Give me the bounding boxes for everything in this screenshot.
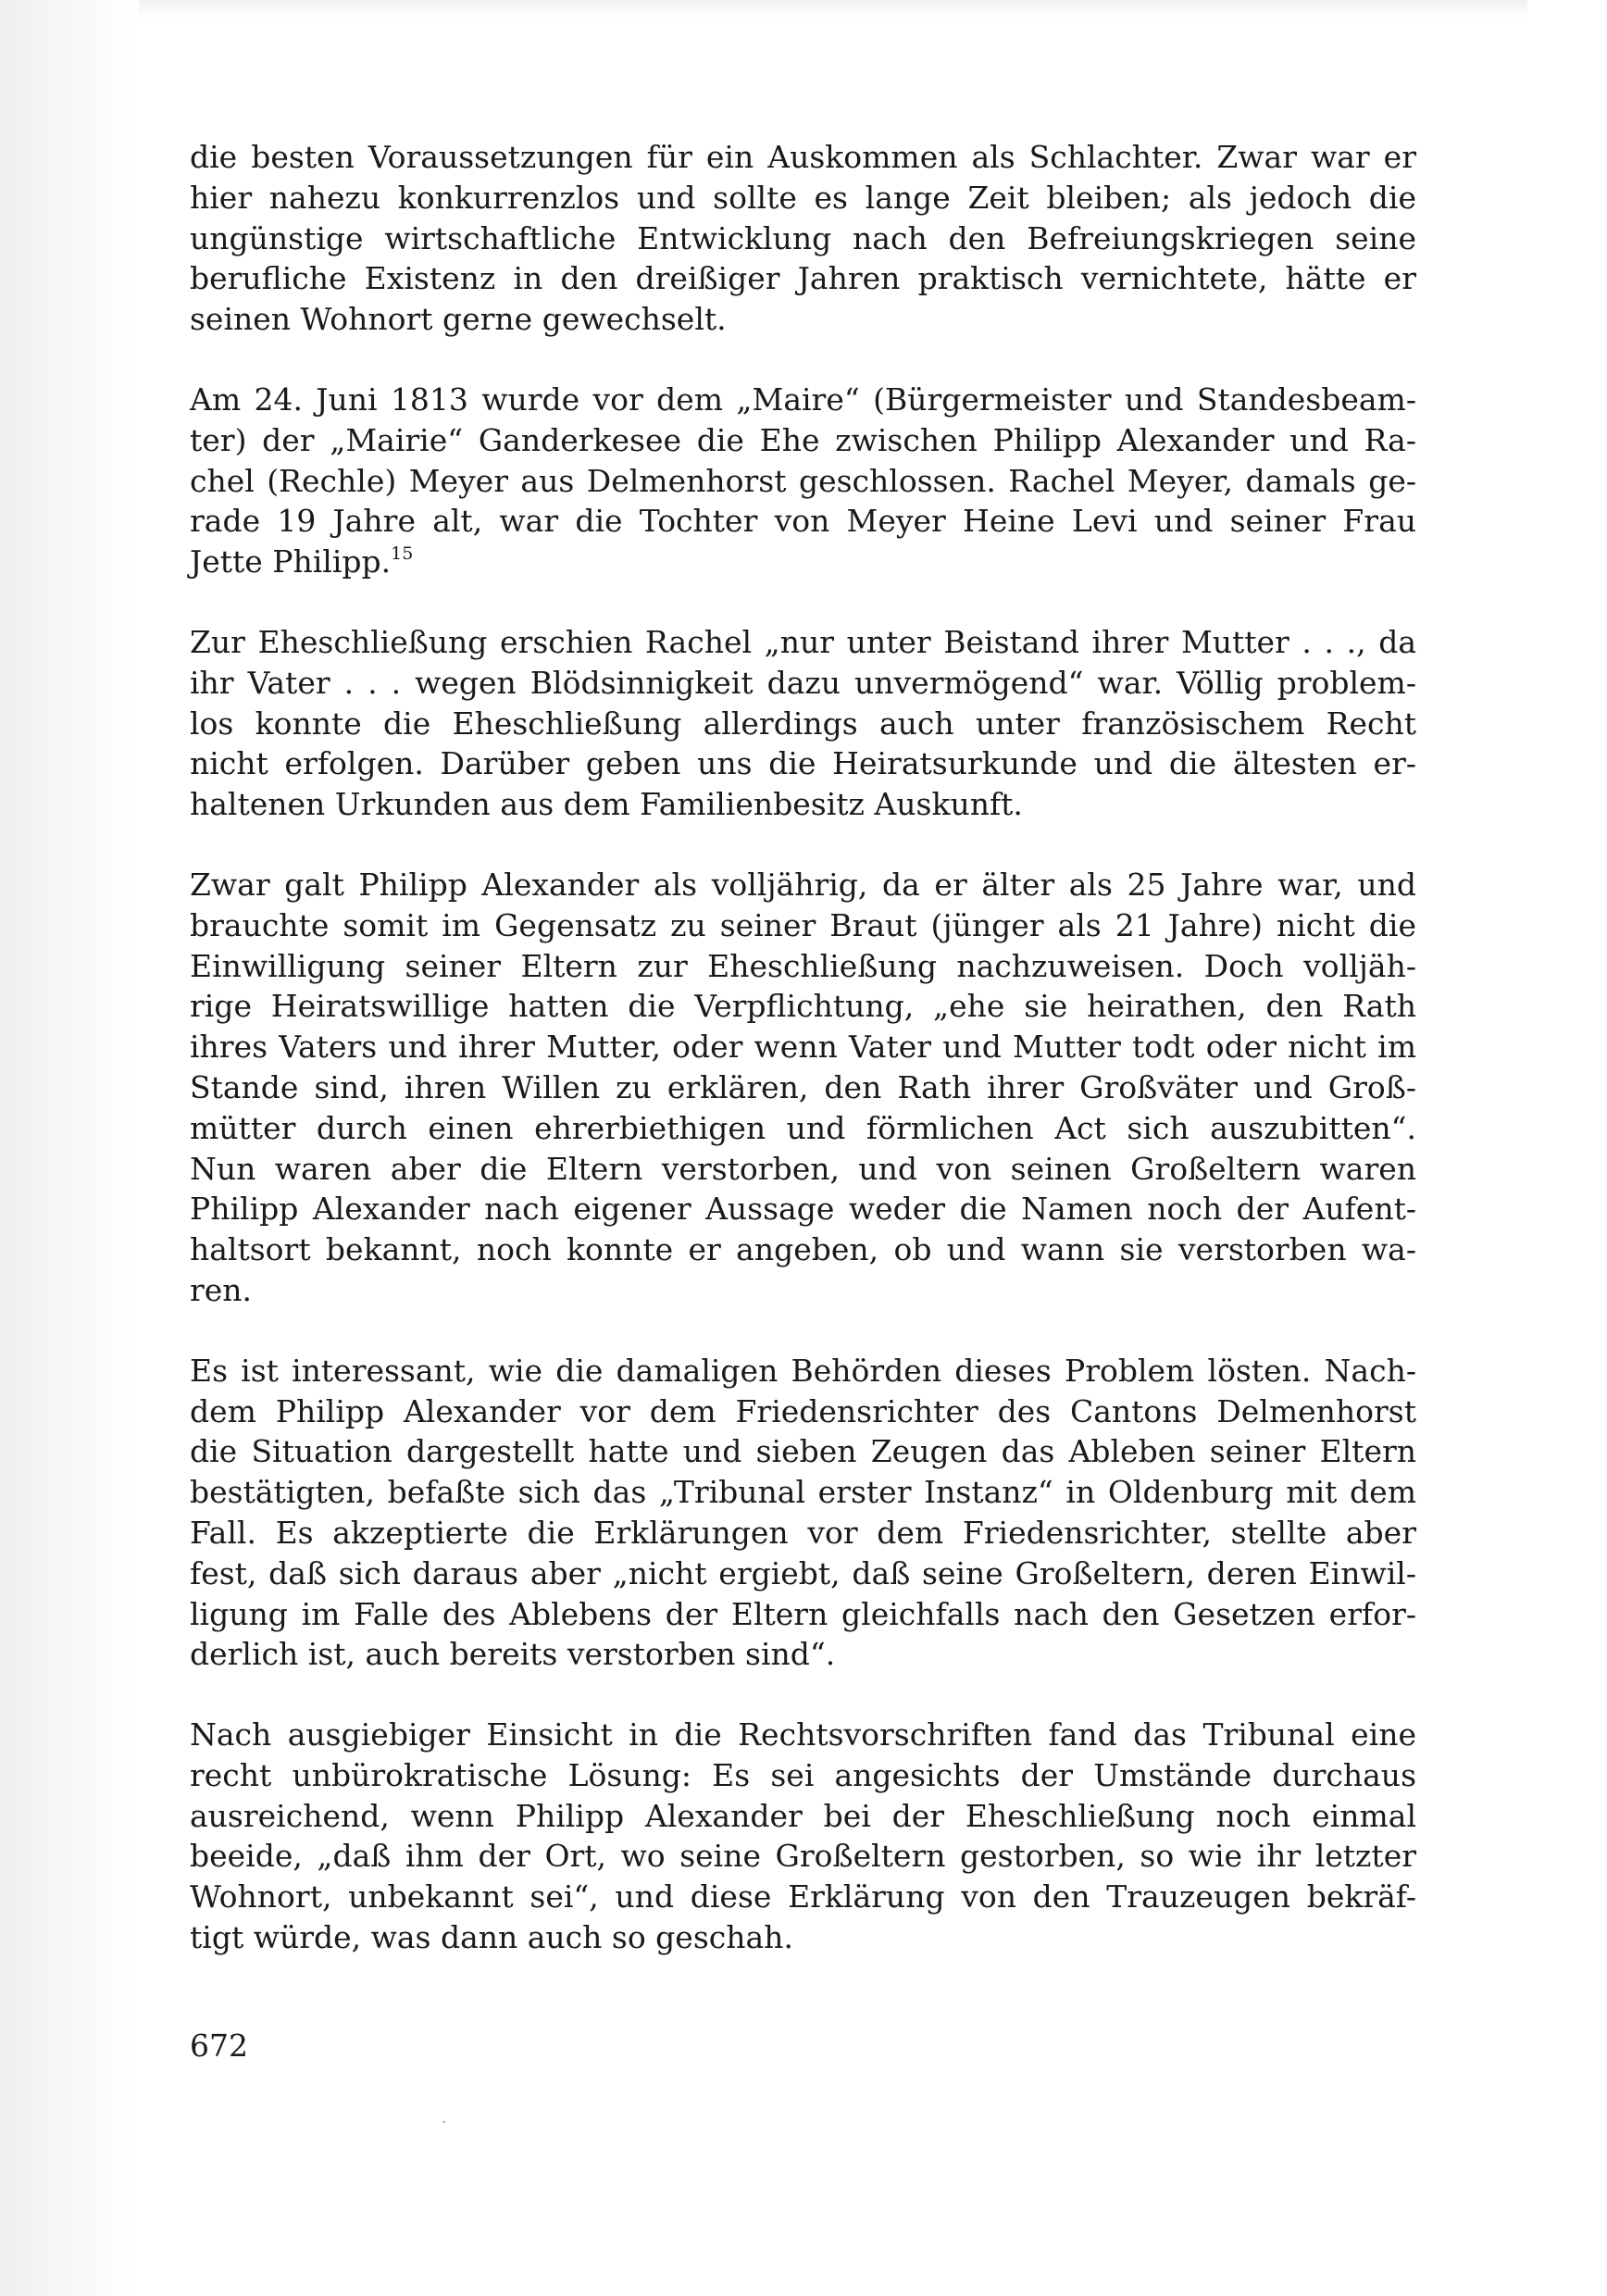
scan-top-edge	[139, 0, 1527, 19]
text-line: ungünstige wirtschaftliche Entwicklung nach den Befreiungskriegen seine	[190, 219, 1416, 256]
text-line: Es ist interessant, wie die damaligen Behörden dieses Problem lösten. Nach-	[190, 1352, 1416, 1389]
text-line: hier nahezu konkurrenzlos und sollte es lange Zeit bleiben; als jedoch die	[190, 179, 1416, 216]
text-line: Nach ausgiebiger Einsicht in die Rechtsvorschriften fand das Tribunal eine	[190, 1716, 1416, 1753]
scan-gutter-shadow	[0, 0, 139, 2296]
text-line: dem Philipp Alexander vor dem Friedensrichter des Cantons Delmenhorst	[190, 1392, 1416, 1429]
text-line: die besten Voraussetzungen für ein Auskommen als Schlachter. Zwar war er	[190, 139, 1416, 175]
text-line: tigt würde, was dann auch so geschah.	[190, 1919, 793, 1956]
text-line: los konnte die Eheschließung allerdings auch unter französischem Recht	[190, 705, 1416, 742]
paragraph	[190, 1351, 1416, 1675]
text-line: rade 19 Jahre alt, war die Tochter von Meyer Heine Levi und seiner Frau	[190, 503, 1416, 540]
paragraph	[190, 380, 1416, 582]
text-line: derlich ist, auch bereits verstorben sind“.	[190, 1636, 836, 1673]
text-line: berufliche Existenz in den dreißiger Jahren praktisch vernichtete, hätte er	[190, 260, 1416, 297]
text-line: seinen Wohnort gerne gewechselt.	[190, 301, 727, 338]
text-line: Jette Philipp.	[190, 543, 392, 580]
text-line: Nun waren aber die Eltern verstorben, und von seinen Großeltern waren	[190, 1150, 1416, 1187]
text-line: recht unbürokratische Lösung: Es sei angesichts der Umstände durchaus	[190, 1756, 1416, 1793]
text-line: Fall. Es akzeptierte die Erklärungen vor dem Friedensrichter, stellte aber	[190, 1514, 1416, 1551]
paragraph	[190, 137, 1416, 340]
text-line: chel (Rechle) Meyer aus Delmenhorst geschlossen. Rachel Meyer, damals ge-	[190, 462, 1416, 499]
text-line: ihres Vaters und ihrer Mutter, oder wenn Vater und Mutter todt oder nicht im	[190, 1029, 1416, 1066]
text-line: beeide, „daß ihm der Ort, wo seine Großeltern gestorben, so wie ihr letzter	[190, 1838, 1416, 1875]
text-line: Stande sind, ihren Willen zu erklären, den Rath ihrer Großväter und Groß-	[190, 1068, 1416, 1105]
text-line: mütter durch einen ehrerbiethigen und förmlichen Act sich auszubitten“.	[190, 1109, 1416, 1146]
text-line: brauchte somit im Gegensatz zu seiner Braut (jünger als 21 Jahre) nicht die	[190, 906, 1416, 943]
text-line: nicht erfolgen. Darüber geben uns die Heiratsurkunde und die ältesten er-	[190, 745, 1416, 782]
page-number: 672	[190, 2028, 248, 2064]
text-line: ligung im Falle des Ablebens der Eltern gleichfalls nach den Gesetzen erfor-	[190, 1595, 1416, 1632]
scan-speck	[442, 2121, 445, 2123]
paragraph	[190, 1715, 1416, 1958]
text-line: rige Heiratswillige hatten die Verpflichtung, „ehe sie heirathen, den Rath	[190, 988, 1416, 1025]
paragraph	[190, 622, 1416, 825]
footnote-reference[interactable]: 15	[391, 543, 414, 565]
text-line: ausreichend, wenn Philipp Alexander bei der Eheschließung noch einmal	[190, 1797, 1416, 1834]
text-line: bestätigten, befaßte sich das „Tribunal erster Instanz“ in Oldenburg mit dem	[190, 1474, 1416, 1511]
paragraph	[190, 865, 1416, 1311]
text-line: haltenen Urkunden aus dem Familienbesitz Auskunft.	[190, 786, 1023, 823]
text-line: haltsort bekannt, noch konnte er angeben, ob und wann sie verstorben wa-	[190, 1231, 1416, 1268]
text-line: Zur Eheschließung erschien Rachel „nur unter Beistand ihrer Mutter . . ., da	[190, 623, 1416, 660]
text-line: Philipp Alexander nach eigener Aussage weder die Namen noch der Aufent-	[190, 1191, 1416, 1228]
text-line: Zwar galt Philipp Alexander als volljährig, da er älter als 25 Jahre war, und	[190, 866, 1416, 903]
text-line: Einwilligung seiner Eltern zur Eheschließung nachzuweisen. Doch volljäh-	[190, 947, 1416, 984]
body-text	[190, 137, 1416, 1998]
text-line: Am 24. Juni 1813 wurde vor dem „Maire“ (Bürgermeister und Standesbeam-	[190, 381, 1416, 418]
text-line: ren.	[190, 1271, 253, 1308]
text-line-with-footnote	[190, 542, 1416, 582]
text-line: Wohnort, unbekannt sei“, und diese Erklärung von den Trauzeugen bekräf-	[190, 1878, 1416, 1915]
text-line: ter) der „Mairie“ Ganderkesee die Ehe zwischen Philipp Alexander und Ra-	[190, 421, 1416, 458]
text-line: die Situation dargestellt hatte und sieben Zeugen das Ableben seiner Eltern	[190, 1433, 1416, 1470]
text-line: fest, daß sich daraus aber „nicht ergiebt, daß seine Großeltern, deren Einwil-	[190, 1554, 1416, 1591]
text-line: ihr Vater . . . wegen Blödsinnigkeit dazu unvermögend“ war. Völlig problem-	[190, 664, 1416, 701]
